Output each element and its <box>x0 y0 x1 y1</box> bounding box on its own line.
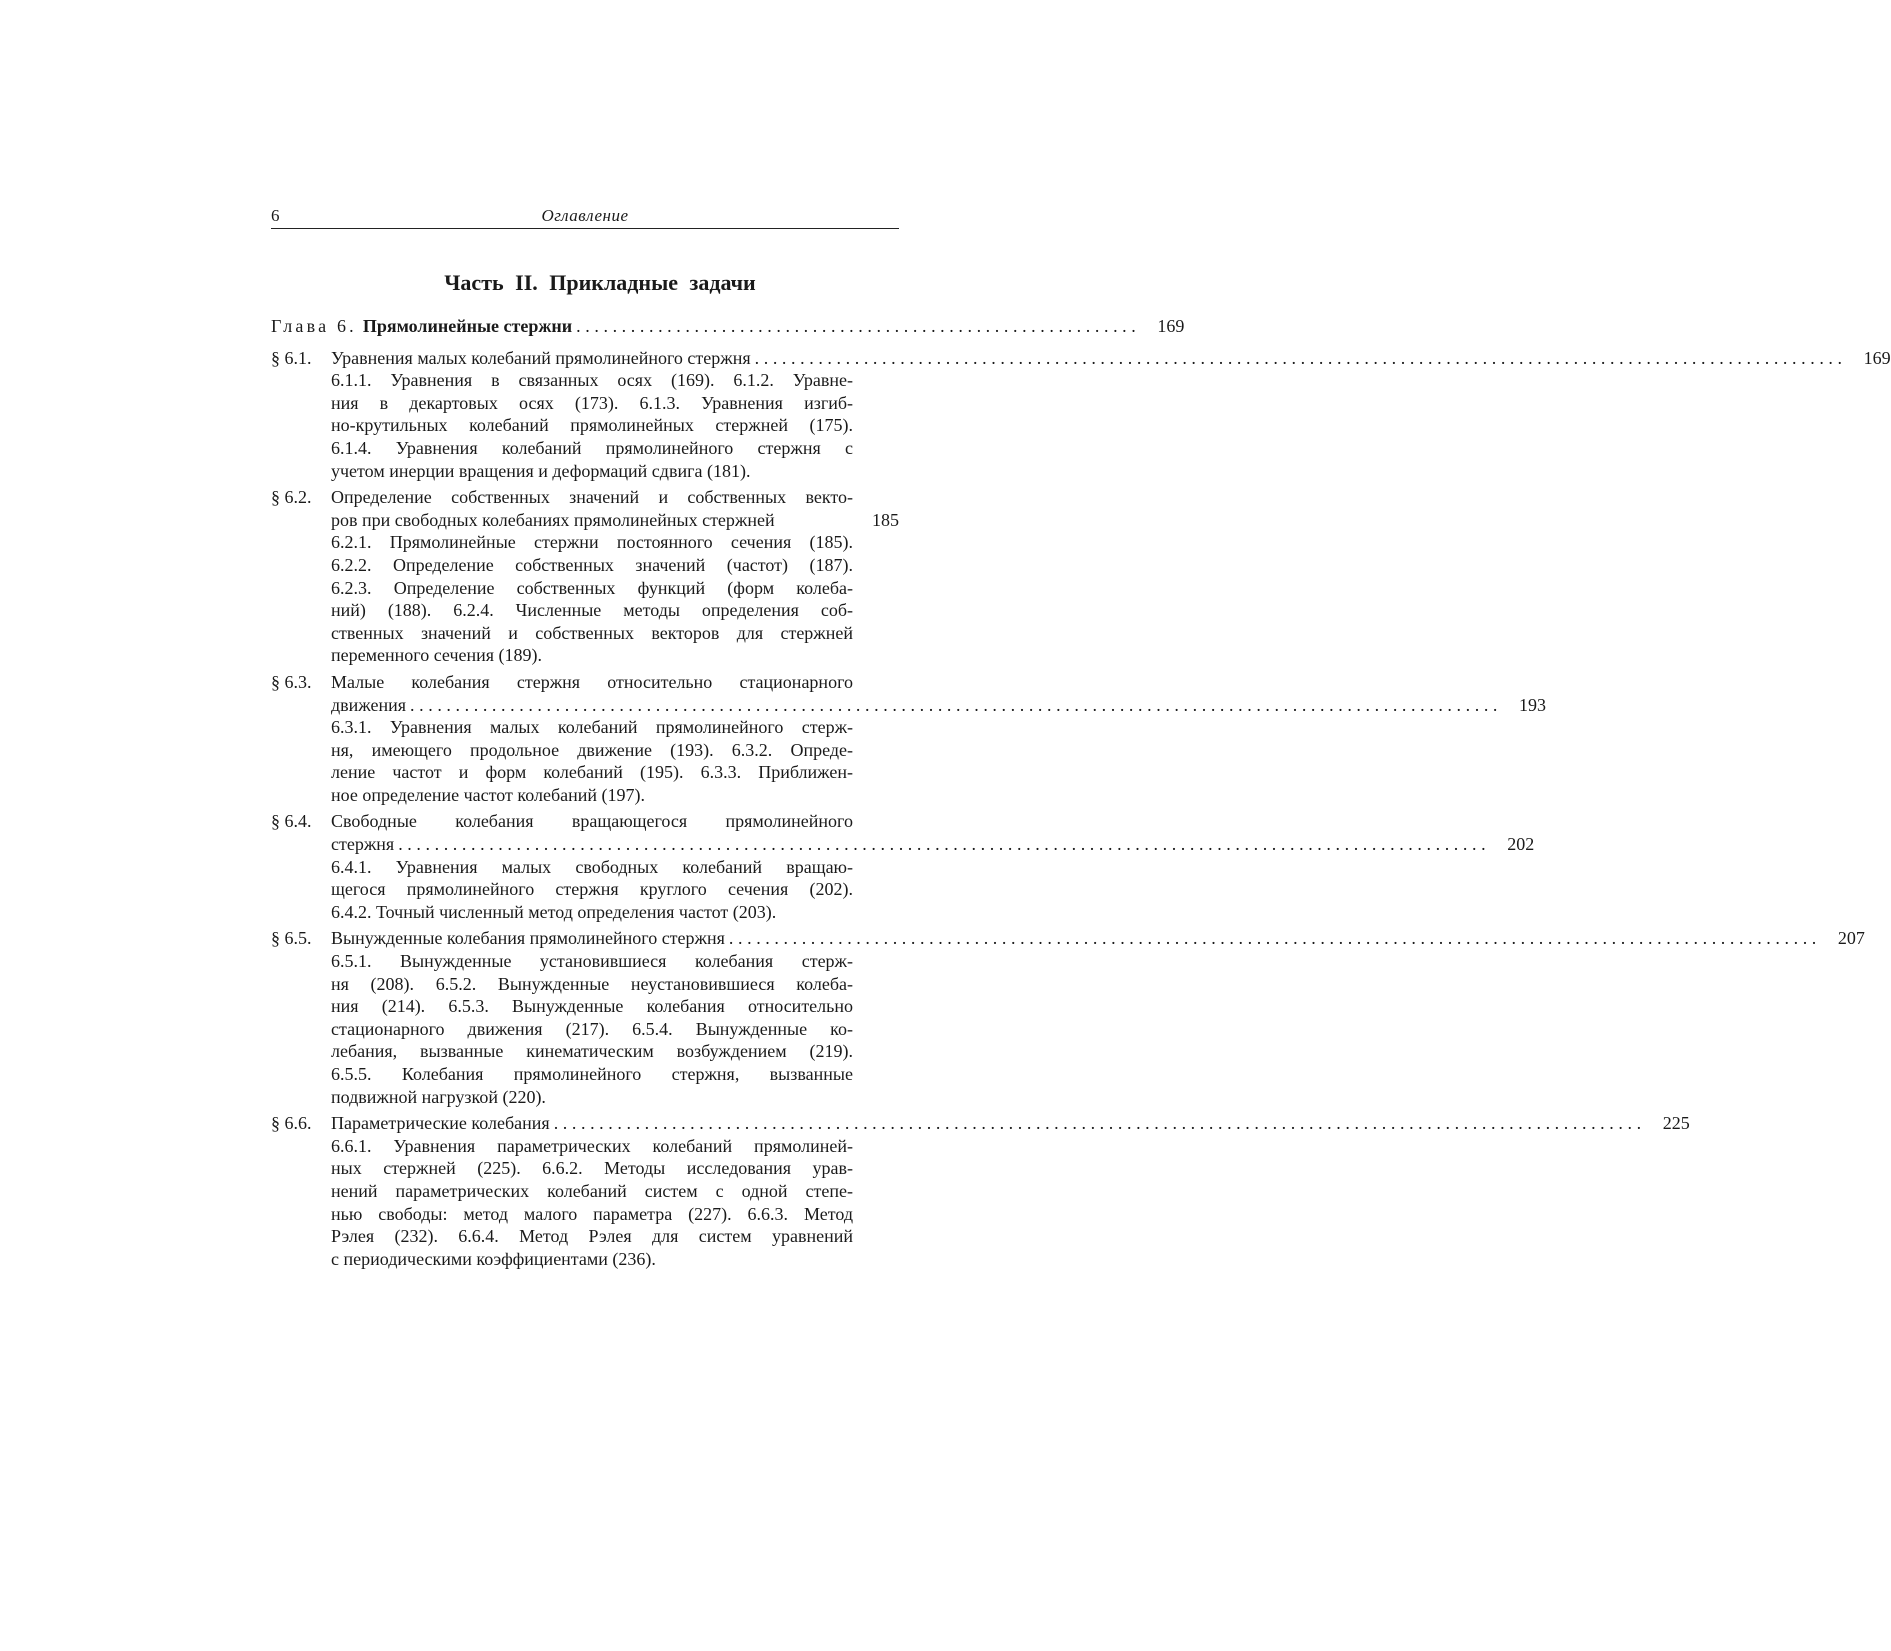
section-number: § 6.1. <box>271 347 312 368</box>
dot-leader: .............................................................. <box>576 316 1141 336</box>
dot-leader: ........................................................................................................................ <box>728 928 1821 949</box>
subsection-line: 6.4.1. Уравнения малых свободных колебаний вращаю- <box>331 856 853 877</box>
section-title-line <box>331 694 1547 717</box>
page-number: 6 <box>271 206 280 225</box>
subsection-line: 6.5.1. Вынужденные установившиеся колебания стерж- <box>331 951 853 972</box>
subsection-line: ных стержней (225). 6.6.2. Методы исследования урав- <box>331 1158 853 1179</box>
subsection-line: учетом инерции вращения и деформаций сдвига (181). <box>331 460 751 481</box>
section-title-line <box>331 1112 1690 1135</box>
toc-section-entry[interactable] <box>271 347 1891 483</box>
subsection-line: 6.5.5. Колебания прямолинейного стержня, вызванные <box>331 1064 853 1084</box>
subsection-line: с периодическими коэффициентами (236). <box>331 1248 656 1269</box>
part-title: Часть II. Прикладные задачи <box>444 270 756 295</box>
running-header <box>271 204 899 229</box>
toc-section-entry[interactable] <box>271 810 1535 923</box>
subsection-line: ния в декартовых осях (173). 6.1.3. Уравнения изгиб- <box>331 392 853 413</box>
section-number: § 6.4. <box>271 811 312 832</box>
section-page: 207 <box>1837 928 1865 949</box>
subsection-line: щегося прямолинейного стержня круглого сечения (202). <box>331 879 853 900</box>
running-title: Оглавление <box>541 206 629 225</box>
subsection-line: ное определение частот колебаний (197). <box>331 784 645 805</box>
subsection-line: 6.2.2. Определение собственных значений (частот) (187). <box>331 554 853 575</box>
subsection-line: ня (208). 6.5.2. Вынужденные неустановившиеся колеба- <box>331 973 853 994</box>
dot-leader: ........................................................................................................................ <box>410 694 1503 715</box>
dot-leader: ........................................................................................................................ <box>398 834 1491 855</box>
section-title-line <box>331 347 1891 370</box>
subsection-line: ний) (188). 6.2.4. Численные методы определения соб- <box>331 600 853 621</box>
dot-leader: ........................................................................................................................ <box>754 347 1847 368</box>
subsection-line: ня, имеющего продольное движение (193). 6.3.2. Опреде- <box>331 739 853 760</box>
subsection-line: 6.3.1. Уравнения малых колебаний прямолинейного стерж- <box>331 717 853 738</box>
section-title-text: стержня <box>331 834 395 855</box>
subsection-line: переменного сечения (189). <box>331 645 543 666</box>
section-title-text: движения <box>331 694 407 715</box>
section-number: § 6.5. <box>271 928 312 949</box>
section-title-line <box>331 927 1865 950</box>
subsection-line: лебания, вызванные кинематическим возбуждением (219). <box>331 1041 853 1062</box>
section-number: § 6.3. <box>271 671 312 692</box>
section-title-text: Вынужденные колебания прямолинейного стержня <box>331 928 725 949</box>
chapter-page: 169 <box>1157 316 1185 336</box>
section-page: 169 <box>1863 347 1891 368</box>
section-page: 185 <box>872 509 899 530</box>
subsection-line: ственных значений и собственных векторов для стержней <box>331 622 853 643</box>
section-title-line: Свободные колебания вращающегося прямолинейного <box>331 811 853 832</box>
toc-section-entry[interactable] <box>271 927 1865 1108</box>
subsection-line: 6.2.1. Прямолинейные стержни постоянного сечения (185). <box>331 532 853 553</box>
subsection-line: ление частот и форм колебаний (195). 6.3.3. Приближен- <box>331 762 853 783</box>
toc-section-entry[interactable] <box>271 1112 1690 1270</box>
toc-chapter-entry[interactable] <box>271 315 1185 338</box>
section-title-line <box>331 833 1535 856</box>
section-title-text: ров при свободных колебаниях прямолинейных стержней <box>331 509 775 530</box>
subsection-line: стационарного движения (217). 6.5.4. Вынужденные ко- <box>331 1018 853 1039</box>
section-title-text: Уравнения малых колебаний прямолинейного стержня <box>331 347 751 368</box>
chapter-label: Глава 6. <box>271 316 357 336</box>
toc-section-entry[interactable] <box>271 486 899 667</box>
subsection-line: ния (214). 6.5.3. Вынужденные колебания относительно <box>331 996 853 1017</box>
section-page: 202 <box>1507 834 1535 855</box>
section-title-line <box>331 509 899 532</box>
subsection-line: но-крутильных колебаний прямолинейных стержней (175). <box>331 415 853 436</box>
section-title-line: Определение собственных значений и собственных векто- <box>331 487 853 508</box>
subsection-line: подвижной нагрузкой (220). <box>331 1086 546 1107</box>
subsection-line: 6.2.3. Определение собственных функций (форм колеба- <box>331 577 853 598</box>
section-number: § 6.6. <box>271 1113 312 1134</box>
toc-section-entry[interactable] <box>271 671 1547 807</box>
subsection-line: 6.1.1. Уравнения в связанных осях (169). 6.1.2. Уравне- <box>331 370 853 391</box>
section-page: 225 <box>1662 1113 1690 1134</box>
dot-leader: ........................................................................................................................ <box>553 1113 1646 1134</box>
section-title-text: Параметрические колебания <box>331 1113 550 1134</box>
subsection-line: нений параметрических колебаний систем с одной степе- <box>331 1180 853 1201</box>
subsection-line: 6.6.1. Уравнения параметрических колебаний прямолиней- <box>331 1135 853 1156</box>
subsection-line: 6.4.2. Точный численный метод определения частот (203). <box>331 901 777 922</box>
section-number: § 6.2. <box>271 487 312 508</box>
table-of-contents <box>271 315 1891 1274</box>
chapter-title: Прямолинейные стержни <box>362 316 573 336</box>
subsection-line: Рэлея (232). 6.6.4. Метод Рэлея для систем уравнений <box>331 1226 853 1247</box>
section-title-line: Малые колебания стержня относительно стационарного <box>331 671 853 692</box>
section-page: 193 <box>1519 694 1547 715</box>
subsection-line: 6.1.4. Уравнения колебаний прямолинейного стержня с <box>331 437 853 458</box>
subsection-line: нью свободы: метод малого параметра (227). 6.6.3. Метод <box>331 1203 853 1224</box>
